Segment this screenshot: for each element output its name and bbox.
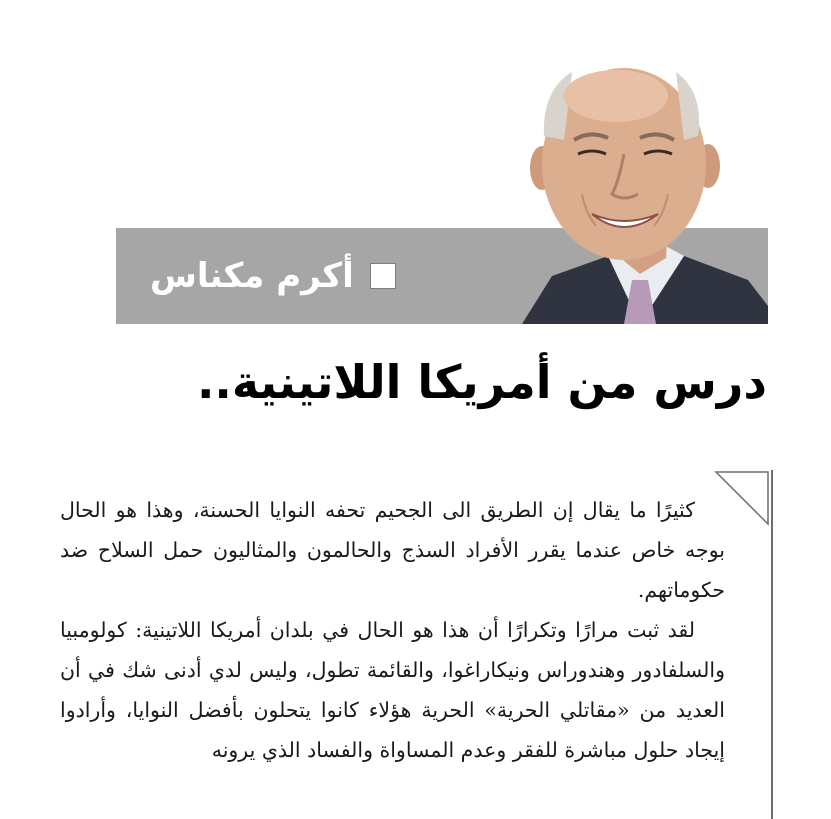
byline bbox=[150, 248, 396, 304]
square-bullet-icon bbox=[370, 263, 396, 289]
paragraph-1: كثيرًا ما يقال إن الطريق الى الجحيم تحفه النوايا الحسنة، وهذا هو الحال بوجه خاص عندما يقرر الأفراد السذج والحالمون والمثاليون حمل السلاح ضد حكوماتهم. bbox=[60, 498, 725, 602]
column-rule bbox=[771, 470, 773, 819]
paragraph-2: لقد ثبت مرارًا وتكرارًا أن هذا هو الحال في بلدان أمريكا اللاتينية: كولومبيا والسلفادور وهندوراس ونيكاراغوا، والقائمة تطول، وليس لدي أدنى شك في أن العديد من «مقاتلي الحرية» الحرية هؤلاء كانوا يتحلون بأفضل النوايا، وأرادوا إيجاد حلول مباشرة للفقر وعدم المساواة والفساد الذي يرونه bbox=[60, 618, 725, 762]
article-headline: درس من أمريكا اللاتينية.. bbox=[196, 355, 767, 409]
author-photo bbox=[512, 44, 768, 324]
author-name: أكرم مكناس bbox=[150, 256, 354, 296]
article-body bbox=[60, 490, 725, 770]
